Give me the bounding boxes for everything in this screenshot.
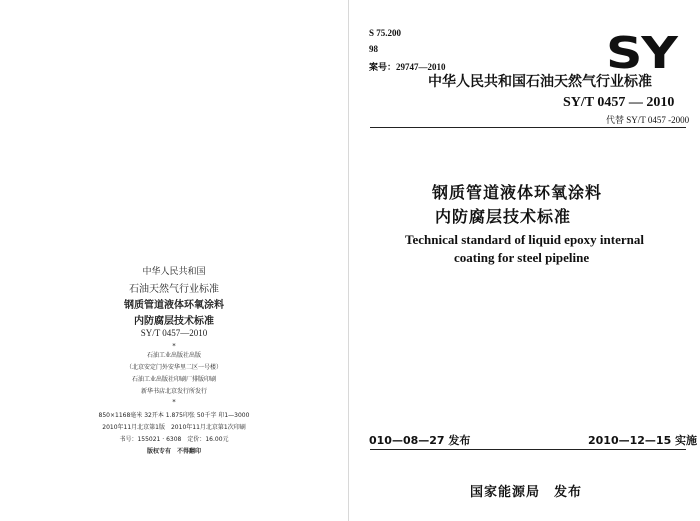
record-number: 案号：29747—2010 [369,62,446,72]
footer-rule [370,449,686,450]
replaces-standard: 代替 SY/T 0457 -2000 [606,115,690,125]
ics-code: S 75.200 [369,28,402,38]
colophon-line2: 石油天然气行业标准 [129,284,219,295]
print-spec: 850×1168毫米 32开本 1.875印张 50千字 印1—3000 [98,412,250,419]
rights-notice: 版权专有 不得翻印 [146,448,201,455]
printer: 石油工业出版社印刷厂排版印刷 [131,376,216,383]
edition-info: 2010年11月北京第1版 2010年11月北京第1次印刷 [102,424,246,431]
header-rule [370,127,686,128]
publish-date: 010—08—27 发布 [369,434,471,447]
standard-number: SY/T 0457 — 2010 [563,95,675,110]
publisher-address: （北京安定门外安华里二区一号楼） [125,364,222,371]
issuer: 国家能源局 发布 [470,485,583,500]
ccs-code: 98 [369,44,378,54]
implement-date: 2010—12—15 实施 [588,434,698,447]
colophon-line1: 中华人民共和国 [142,267,206,277]
organization-title: 中华人民共和国石油天然气行业标准 [428,74,652,90]
colophon-title2: 内防腐层技术标准 [134,316,214,327]
colophon-star-2: * [172,398,176,406]
colophon-title1: 钢质管道液体环氧涂料 [124,300,224,311]
title-cn-line2: 内防腐层技术标准 [435,207,572,226]
title-en-line1: Technical standard of liquid epoxy internal [405,232,644,247]
colophon-star: * [172,342,176,350]
title-en-line2: coating for steel pipeline [454,250,590,265]
distributor: 新华书店北京发行所发行 [140,388,207,395]
sy-logo: SY [606,28,677,79]
title-cn-line1: 钢质管道液体环氧涂料 [432,183,603,202]
page-divider [348,0,349,521]
isbn-price: 书号：155021 · 6308 定价：16.00元 [119,436,229,443]
colophon-standard-no: SY/T 0457—2010 [140,328,208,338]
publisher: 石油工业出版社出版 [146,352,201,359]
